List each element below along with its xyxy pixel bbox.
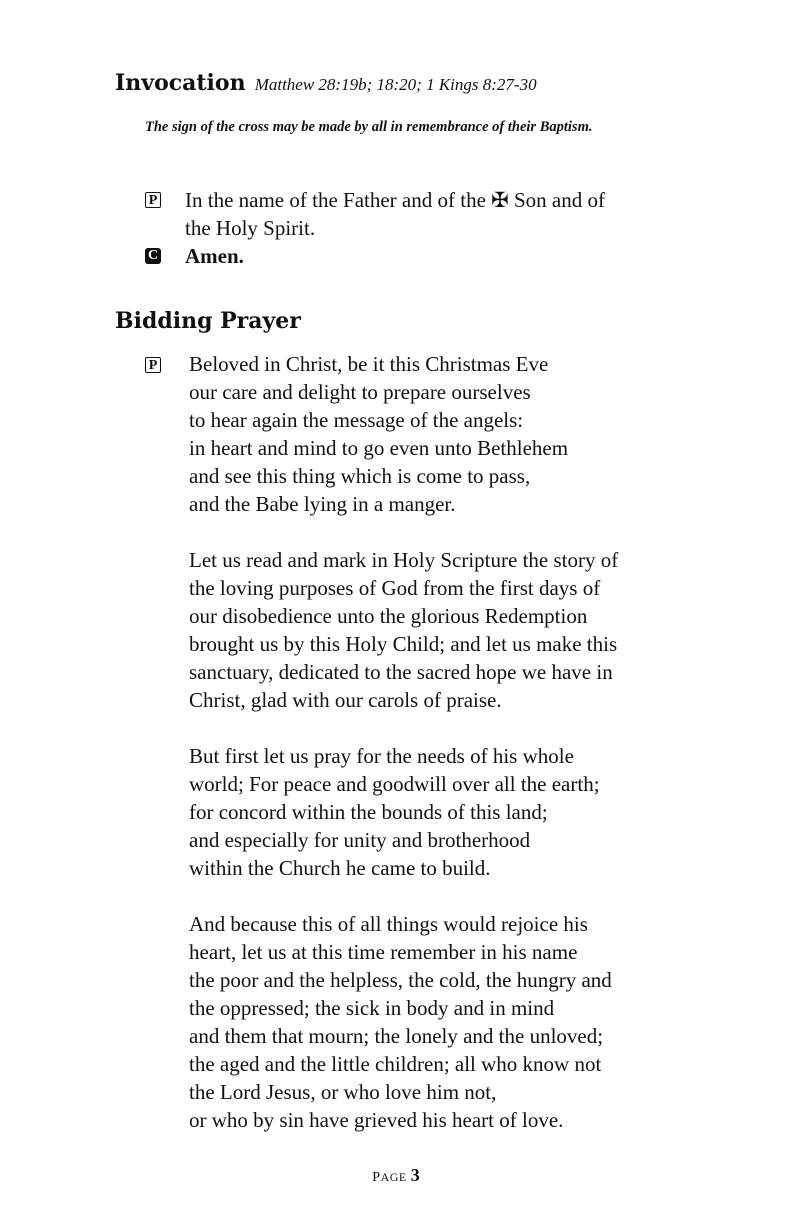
prayer-line: or who by sin have grieved his heart of love. [189, 1108, 564, 1132]
prayer-line: within the Church he came to build. [189, 856, 491, 880]
prayer-line: our disobedience unto the glorious Redemption [189, 604, 588, 628]
prayer-line: the Lord Jesus, or who love him not, [189, 1080, 497, 1104]
scripture-reference: Matthew 28:19b; 18:20; 1 Kings 8:27-30 [254, 75, 537, 94]
rubric-instruction: The sign of the cross may be made by all in remembrance of their Baptism. [145, 119, 593, 135]
prayer-line: But first let us pray for the needs of his whole [189, 744, 574, 768]
congregation-marker-icon: C [145, 248, 161, 264]
prayer-line: and see this thing which is come to pass, [189, 464, 531, 488]
page-number: 3 [410, 1165, 420, 1185]
prayer-line: sanctuary, dedicated to the sacred hope we have in [189, 660, 613, 684]
prayer-line: And because this of all things would rejoice his [189, 912, 588, 936]
pastor-invocation-line-1: In the name of the Father and of the ✠ Son and of [185, 188, 605, 212]
prayer-line: and the Babe lying in a manger. [189, 492, 456, 516]
prayer-line: brought us by this Holy Child; and let us make this [189, 632, 618, 656]
invocation-heading [115, 70, 537, 96]
prayer-line: heart, let us at this time remember in his name [189, 940, 578, 964]
page-footer [0, 1165, 792, 1186]
prayer-first-line: Beloved in Christ, be it this Christmas Eve [189, 352, 549, 376]
prayer-line: to hear again the message of the angels: [189, 408, 524, 432]
prayer-line: the oppressed; the sick in body and in mind [189, 996, 555, 1020]
prayer-line: Let us read and mark in Holy Scripture the story of [189, 548, 619, 572]
prayer-line: the poor and the helpless, the cold, the hungry and [189, 968, 612, 992]
prayer-line: the loving purposes of God from the first days of [189, 576, 601, 600]
pastor-marker-icon: P [145, 357, 161, 373]
prayer-line: for concord within the bounds of this land; [189, 800, 548, 824]
bidding-prayer-title: Bidding Prayer [115, 308, 301, 334]
prayer-line: our care and delight to prepare ourselves [189, 380, 531, 404]
pastor-marker-icon: P [145, 192, 161, 208]
prayer-line: in heart and mind to go even unto Bethlehem [189, 436, 569, 460]
prayer-line: and them that mourn; the lonely and the unloved; [189, 1024, 604, 1048]
bidding-prayer-text [189, 350, 618, 1134]
congregation-response: Amen. [185, 244, 244, 268]
prayer-line: and especially for unity and brotherhood [189, 828, 531, 852]
prayer-line: the aged and the little children; all who know not [189, 1052, 602, 1076]
prayer-line: Christ, glad with our carols of praise. [189, 688, 502, 712]
pastor-invocation-line-2: the Holy Spirit. [185, 216, 316, 240]
prayer-line: world; For peace and goodwill over all the earth; [189, 772, 600, 796]
page-word: PAGE [372, 1170, 407, 1185]
invocation-title: Invocation [115, 70, 246, 96]
